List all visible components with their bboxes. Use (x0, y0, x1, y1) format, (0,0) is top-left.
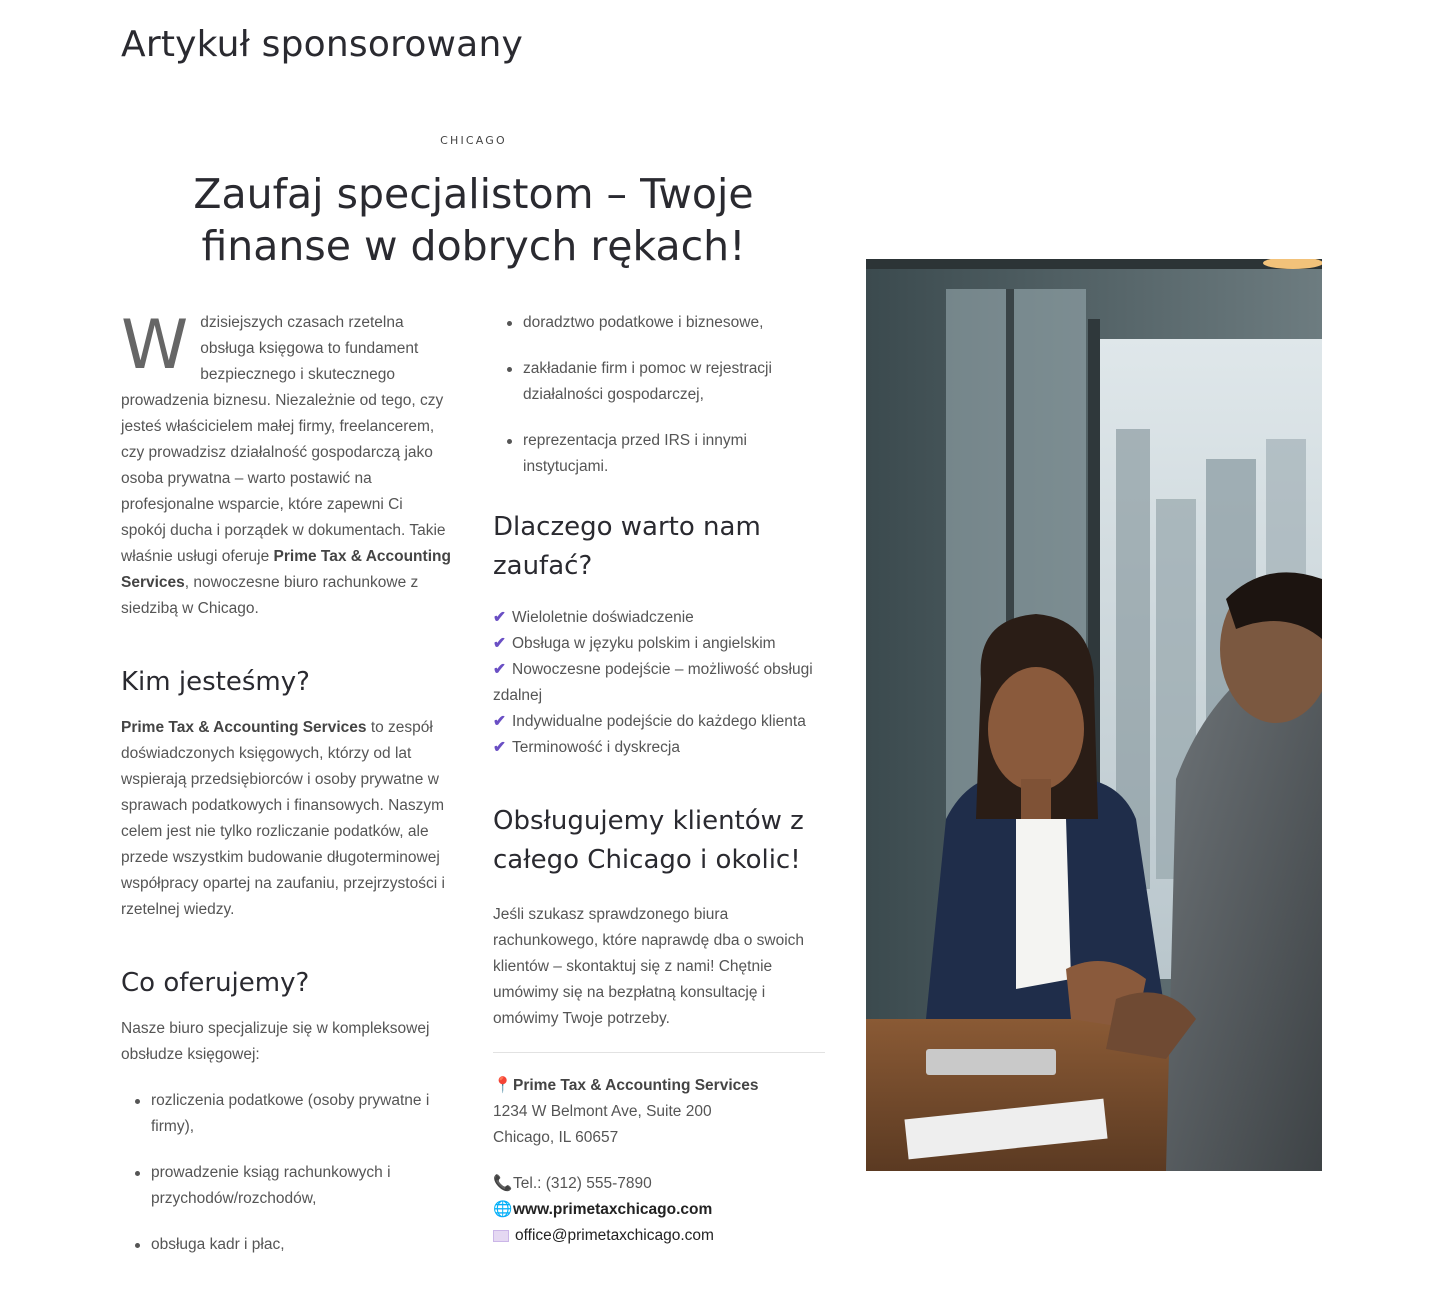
contact-address-line1: 1234 W Belmont Ave, Suite 200 (493, 1103, 712, 1120)
checkmark-icon: ✔ (493, 739, 506, 756)
why-list (493, 605, 825, 761)
list-item: ✔ Wieloletnie doświadczenie (493, 609, 694, 626)
checkmark-icon: ✔ (493, 635, 506, 652)
checkmark-icon: ✔ (493, 609, 506, 626)
offer-list (121, 1088, 451, 1258)
dropcap: W (121, 306, 189, 385)
contact-phone[interactable]: Tel.: (312) 555-7890 (513, 1175, 652, 1192)
list-item: ✔ Indywidualne podejście do każdego klienta (493, 713, 806, 730)
list-item: prowadzenie ksiąg rachunkowych i przychodów/rozchodów, (151, 1160, 451, 1212)
email-link[interactable]: office@primetaxchicago.com (515, 1227, 714, 1244)
checkmark-icon: ✔ (493, 661, 506, 678)
company-name: Prime Tax & Accounting Services (121, 548, 451, 591)
phone-icon: 📞 (493, 1175, 513, 1192)
map-pin-icon: 📍 (493, 1077, 513, 1094)
article-left-column (121, 306, 451, 1278)
list-item: doradztwo podatkowe i biznesowe, (523, 310, 825, 336)
serve-paragraph: Jeśli szukasz sprawdzonego biura rachunkowego, które naprawdę dba o swoich klientów – skontaktuj się z nami! Chętnie umówimy się na bezpłatną konsultację i omówimy Twoje potrzeby. (493, 906, 805, 1027)
about-paragraph: Prime Tax & Accounting Services to zespół doświadczonych księgowych, którzy od lat wspierają przedsiębiorców i osoby prywatne w sprawach podatkowych i finansowych. Naszym celem jest nie tylko rozliczanie podatków, ale przede wszystkim budowanie długoterminowej współpracy opartej na zaufaniu, przejrzystości i rzetelnej wiedzy. (121, 719, 445, 918)
list-item: ✔ Terminowość i dyskrecja (493, 739, 680, 756)
contact-address-line2: Chicago, IL 60657 (493, 1129, 619, 1146)
contact-name: Prime Tax & Accounting Services (513, 1077, 759, 1094)
serve-heading: Obsługujemy klientów z całego Chicago i okolic! (493, 806, 804, 875)
contact-website-row[interactable] (493, 1197, 825, 1223)
envelope-icon (493, 1230, 509, 1242)
contact-phone-row[interactable] (493, 1171, 825, 1197)
list-item: ✔ Nowoczesne podejście – możliwość obsługi zdalnej (493, 661, 813, 704)
why-heading: Dlaczego warto nam zaufać? (493, 512, 761, 581)
list-item: obsługa kadr i płac, (151, 1232, 451, 1258)
company-name: Prime Tax & Accounting Services (121, 719, 367, 736)
about-heading: Kim jesteśmy? (121, 667, 310, 697)
article-right-column (493, 310, 825, 1249)
offer-list-continued (493, 310, 825, 480)
list-item: zakładanie firm i pomoc w rejestracji działalności gospodarczej, (523, 356, 825, 408)
article-photo (866, 259, 1322, 1171)
contact-block (493, 1073, 825, 1249)
contact-name-row (493, 1073, 825, 1099)
list-item: reprezentacja przed IRS i innymi instytucjami. (523, 428, 825, 480)
checkmark-icon: ✔ (493, 713, 506, 730)
article-title: Zaufaj specjalistom – Twoje finanse w dobrych rękach! (193, 170, 754, 270)
offer-lead: Nasze biuro specjalizuje się w kompleksowej obsłudze księgowej: (121, 1020, 430, 1063)
sponsored-label: Artykuł sponsorowany (121, 24, 523, 65)
globe-icon: 🌐 (493, 1201, 513, 1218)
intro-paragraph: Wdzisiejszych czasach rzetelna obsługa księgowa to fundament bezpiecznego i skutecznego prowadzenia biznesu. Niezależnie od tego, czy jesteś właścicielem małej firmy, freelancerem, czy prowadzisz działalność gospodarczą jako osoba prywatna – warto postawić na profesjonalne wsparcie, które zapewni Ci spokój ducha i porządek w dokumentach. Takie właśnie usługi oferuje Prime Tax & Accounting Services, nowoczesne biuro rachunkowe z siedzibą w Chicago. (121, 306, 451, 617)
list-item: rozliczenia podatkowe (osoby prywatne i firmy), (151, 1088, 451, 1140)
website-link[interactable]: www.primetaxchicago.com (513, 1201, 713, 1218)
contact-email-row[interactable] (493, 1223, 825, 1249)
list-item: ✔ Obsługa w języku polskim i angielskim (493, 635, 776, 652)
offer-heading: Co oferujemy? (121, 968, 310, 998)
article-category[interactable]: CHICAGO (440, 134, 507, 147)
divider (493, 1052, 825, 1053)
